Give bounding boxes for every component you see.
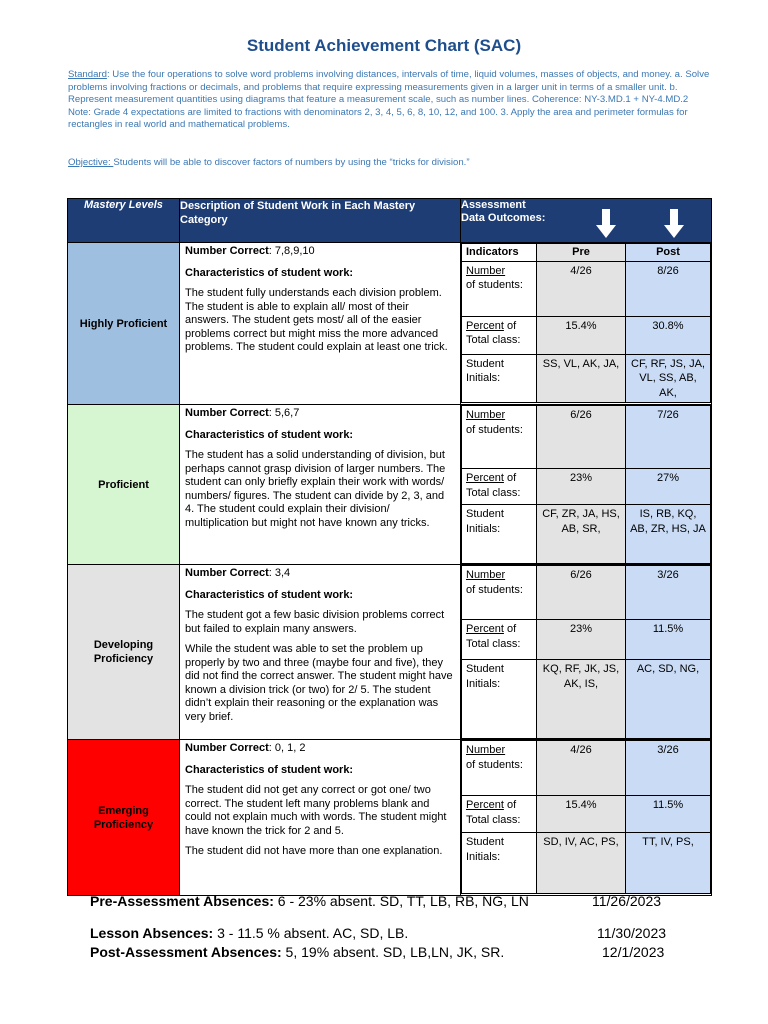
down-arrow-icon: [596, 209, 616, 239]
number-row: [462, 566, 711, 620]
description-paragraph: The student has a solid understanding of division, but perhaps cannot grasp division of larger numbers. The student can only briefly explain their work with words/ numbers/ figures. The student can divide by 2, 3, and 4. The student could explain their division/ multiplication but might not have known any tricks.: [185, 449, 446, 529]
characteristics-heading: Characteristics of student work:: [185, 266, 354, 279]
initials-row: [462, 505, 711, 564]
characteristics-label: [185, 589, 455, 603]
number-correct-value: : 0, 1, 2: [268, 742, 306, 754]
number-correct-value: : 5,6,7: [268, 407, 300, 419]
pre-initials: CF, ZR, JA, HS, AB, SR,: [537, 505, 626, 564]
characteristics-label: [185, 764, 455, 778]
post-initials: IS, RB, KQ, AB, ZR, HS, JA: [626, 505, 711, 564]
of-total-class-label: of Total class:: [466, 623, 521, 650]
student-initials-label: Student Initials:: [462, 354, 537, 403]
indicators-table: [461, 740, 711, 894]
of-students-label: of students:: [466, 758, 523, 771]
pre-absences-text: 6 - 23% absent. SD, TT, LB, RB, NG, LN: [273, 893, 529, 909]
percent-label: [462, 796, 537, 833]
number-correct-label: Number Correct: [185, 567, 269, 579]
level-description: [180, 243, 461, 405]
number-row: [462, 406, 711, 469]
number-label: Number: [466, 409, 506, 421]
post-percent: 30.8%: [626, 316, 711, 354]
pre-label: Pre: [537, 244, 626, 262]
level-row-highly-proficient: [68, 243, 712, 405]
lesson-absences-label: Lesson Absences:: [90, 925, 214, 941]
level-name: Developing Proficiency: [68, 565, 180, 740]
pre-number: 4/26: [537, 261, 626, 316]
level-row-developing-proficiency: [68, 565, 712, 740]
post-number: 7/26: [626, 406, 711, 469]
post-label: Post: [626, 244, 711, 262]
number-correct: [185, 742, 455, 756]
student-initials-label: Student Initials:: [462, 505, 537, 564]
indicators-cell: [461, 740, 712, 896]
pre-percent: 15.4%: [537, 316, 626, 354]
post-number: 3/26: [626, 566, 711, 620]
number-correct-label: Number Correct: [185, 407, 269, 419]
number-label: Number: [466, 569, 506, 581]
lesson-absences: [90, 925, 408, 941]
characteristics-label: [185, 267, 455, 281]
percent-word: Percent: [466, 799, 504, 811]
characteristics-heading: Characteristics of student work:: [185, 763, 354, 776]
post-initials: AC, SD, NG,: [626, 660, 711, 739]
level-name: Highly Proficient: [68, 243, 180, 405]
indicators-table: [461, 565, 711, 739]
pre-percent: 15.4%: [537, 796, 626, 833]
down-arrow-icon: [664, 209, 684, 239]
post-absences-text: 5, 19% absent. SD, LB,LN, JK, SR.: [281, 944, 505, 960]
characteristics-label: [185, 429, 455, 443]
number-of-students-label: [462, 741, 537, 796]
pre-absences-date: 11/26/2023: [592, 893, 662, 909]
percent-row: [462, 796, 711, 833]
number-correct-label: Number Correct: [185, 245, 269, 257]
initials-row: [462, 833, 711, 894]
pre-percent: 23%: [537, 620, 626, 660]
header-mastery-levels: Mastery Levels: [68, 199, 180, 243]
level-row-proficient: [68, 405, 712, 565]
level-name: Proficient: [68, 405, 180, 565]
post-percent: 11.5%: [626, 796, 711, 833]
percent-row: [462, 620, 711, 660]
pre-number: 6/26: [537, 406, 626, 469]
objective-body: Students will be able to discover factors of numbers by using the “tricks for division.”: [113, 157, 470, 168]
student-initials-label: Student Initials:: [462, 833, 537, 894]
percent-label: [462, 316, 537, 354]
post-number: 3/26: [626, 741, 711, 796]
header-assessment: [461, 199, 712, 243]
percent-row: [462, 469, 711, 505]
of-students-label: of students:: [466, 423, 523, 436]
indicators-label: Indicators: [462, 244, 537, 262]
header-description: Description of Student Work in Each Mastery Category: [180, 199, 461, 243]
description-paragraph: The student did not get any correct or got one/ two correct. The student left many problems blank and could not explain much with words. The student might have known the trick for 2 and 5.: [185, 784, 447, 837]
characteristics-heading: Characteristics of student work:: [185, 428, 354, 441]
description-paragraph: The student did not have more than one explanation.: [185, 845, 443, 857]
pre-number: 6/26: [537, 566, 626, 620]
standard-label: Standard: [68, 69, 107, 80]
standard-body: : Use the four operations to solve word problems involving distances, intervals of time, liquid volumes, masses of objects, and money. a. Solve problems involving fractions or decimals, and problems that require expressing measurements given in a larger unit in terms of a smaller unit. b. Represent measurement quantities using diagrams that feature a measurement scale, such as number lines. Coherence: NY-3.MD.1 + NY-4.MD.2 Note: Grade 4 expectations are limited to fractions with denominators 2, 3, 4, 5, 6, 8, 10, 12, and 100. 3. Apply the area and perimeter formulas for rectangles in real world and mathematical problems.: [68, 69, 710, 131]
lesson-absences-text: 3 - 11.5 % absent. AC, SD, LB.: [213, 925, 409, 941]
post-absences-date: 12/1/2023: [602, 944, 665, 960]
achievement-table: [67, 198, 712, 896]
level-description: [180, 405, 461, 565]
percent-row: [462, 316, 711, 354]
of-total-class-label: of Total class:: [466, 799, 521, 826]
number-label: Number: [466, 264, 506, 277]
header-assessment-label: Assessment Data Outcomes:: [461, 199, 546, 224]
level-name: Emerging Proficiency: [68, 740, 180, 896]
level-description: [180, 565, 461, 740]
percent-word: Percent: [466, 623, 504, 635]
indicators-cell: [461, 243, 712, 405]
number-of-students-label: [462, 261, 537, 316]
post-initials: CF, RF, JS, JA, VL, SS, AB, AK,: [626, 354, 711, 403]
post-absences-label: Post-Assessment Absences:: [90, 944, 282, 960]
pre-initials: SD, IV, AC, PS,: [537, 833, 626, 894]
of-total-class-label: of Total class:: [466, 319, 521, 346]
table-header-row: [68, 199, 712, 243]
description-paragraph: The student fully understands each division problem. The student is able to explain all/ most of their answers. The student gets most/ all of the easier problems correct but might miss the more advanced problems. The student could explain at least one trick.: [185, 287, 448, 353]
number-row: [462, 261, 711, 316]
initials-row: [462, 660, 711, 739]
pre-initials: SS, VL, AK, JA,: [537, 354, 626, 403]
indicators-table: [461, 405, 711, 564]
number-correct: [185, 407, 455, 421]
indicators-cell: [461, 565, 712, 740]
number-correct-value: : 3,4: [268, 567, 291, 579]
number-row: [462, 741, 711, 796]
number-correct-label: Number Correct: [185, 742, 269, 754]
number-correct-value: : 7,8,9,10: [268, 245, 315, 257]
level-description: [180, 740, 461, 896]
pre-assessment-absences: [90, 893, 529, 909]
level-row-emerging-proficiency: [68, 740, 712, 896]
number-of-students-label: [462, 406, 537, 469]
percent-word: Percent: [466, 319, 504, 332]
percent-word: Percent: [466, 472, 504, 484]
page-title: Student Achievement Chart (SAC): [246, 36, 522, 55]
indicators-header-row: [462, 244, 711, 262]
pre-absences-label: Pre-Assessment Absences:: [90, 893, 274, 909]
post-number: 8/26: [626, 261, 711, 316]
post-initials: TT, IV, PS,: [626, 833, 711, 894]
post-assessment-absences: [90, 944, 504, 960]
student-initials-label: Student Initials:: [462, 660, 537, 739]
percent-label: [462, 620, 537, 660]
indicators-table: [461, 243, 711, 403]
indicators-cell: [461, 405, 712, 565]
pre-number: 4/26: [537, 741, 626, 796]
percent-label: [462, 469, 537, 505]
objective-text: [68, 157, 713, 169]
lesson-absences-date: 11/30/2023: [597, 925, 667, 941]
pre-percent: 23%: [537, 469, 626, 505]
post-percent: 11.5%: [626, 620, 711, 660]
of-students-label: of students:: [466, 583, 523, 596]
of-students-label: of students:: [466, 279, 523, 291]
number-correct: [185, 567, 455, 581]
number-correct: [185, 245, 455, 259]
initials-row: [462, 354, 711, 403]
objective-label: Objective:: [68, 157, 114, 168]
description-paragraph: The student got a few basic division problems correct but failed to explain many answers.: [185, 609, 445, 635]
characteristics-heading: Characteristics of student work:: [185, 588, 354, 601]
number-of-students-label: [462, 566, 537, 620]
number-label: Number: [466, 744, 506, 756]
post-percent: 27%: [626, 469, 711, 505]
description-paragraph: While the student was able to set the problem up properly by two and three (maybe four and five), they did not find the correct answer. The student might have known a division trick (or two) for 2/ 5. The student didn’t explain their reasoning or the explanation was very brief.: [185, 643, 453, 723]
pre-initials: KQ, RF, JK, JS, AK, IS,: [537, 660, 626, 739]
standard-text: [68, 69, 713, 132]
of-total-class-label: of Total class:: [466, 472, 521, 499]
